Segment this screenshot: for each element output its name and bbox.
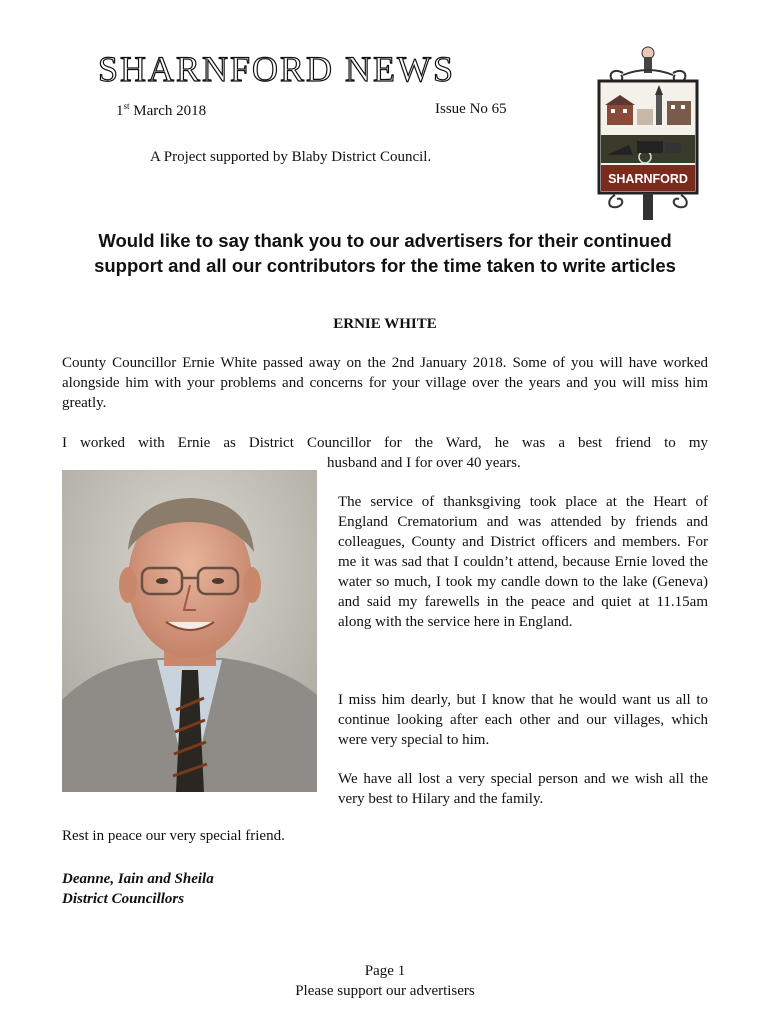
village-sign-logo — [593, 45, 703, 220]
article-paragraph-3: The service of thanksgiving took place at the Heart of England Crematorium and was attended by friends and colleagues, County and District officers and members. For me it was sad that I couldn’t attend, because Ernie loved the water so much, I took my candle down to the lake (Geneva) and said my farewells in the peace and quiet at 11.15am along with the service here in England. — [338, 494, 708, 630]
article-paragraph-1: County Councillor Ernie White passed away on the 2nd January 2018. Some of you will have worked alongside him with your problems and concerns for your village over the years and you will miss him greatly. — [62, 355, 708, 411]
issue-number: Issue No 65 — [435, 101, 507, 117]
closing-line: Rest in peace our very special friend. — [62, 828, 285, 844]
sign-name-text: SHARNFORD — [608, 172, 688, 186]
thank-you-headline: Would like to say thank you to our advertisers for their continued support and all our contributors for the time taken to write articles — [94, 230, 676, 276]
signature-role: District Councillors — [62, 891, 185, 907]
signature-names: Deanne, Iain and Sheila — [62, 871, 214, 887]
article-paragraph-4: I miss him dearly, but I know that he would want us all to continue looking after each other and our villages, which were very special to him. — [338, 692, 708, 748]
portrait-photo — [62, 470, 317, 792]
project-note: A Project supported by Blaby District Council. — [150, 149, 432, 165]
article-paragraph-5: We have all lost a very special person and we wish all the very best to Hilary and the family. — [338, 771, 708, 807]
issue-date: 1st March 2018 — [116, 101, 207, 119]
footer-note: Please support our advertisers — [295, 983, 475, 999]
masthead-title: SHARNFORD NEWS — [98, 49, 456, 89]
signature-block — [62, 869, 214, 909]
page-number: Page 1 — [364, 963, 406, 979]
page-footer — [0, 961, 770, 1001]
article-paragraph-2-line1: I worked with Ernie as District Councillor for the Ward, he was a best friend to my — [62, 435, 708, 451]
article-paragraph-2-line2: husband and I for over 40 years. — [327, 455, 521, 471]
article-title: ERNIE WHITE — [333, 316, 437, 332]
